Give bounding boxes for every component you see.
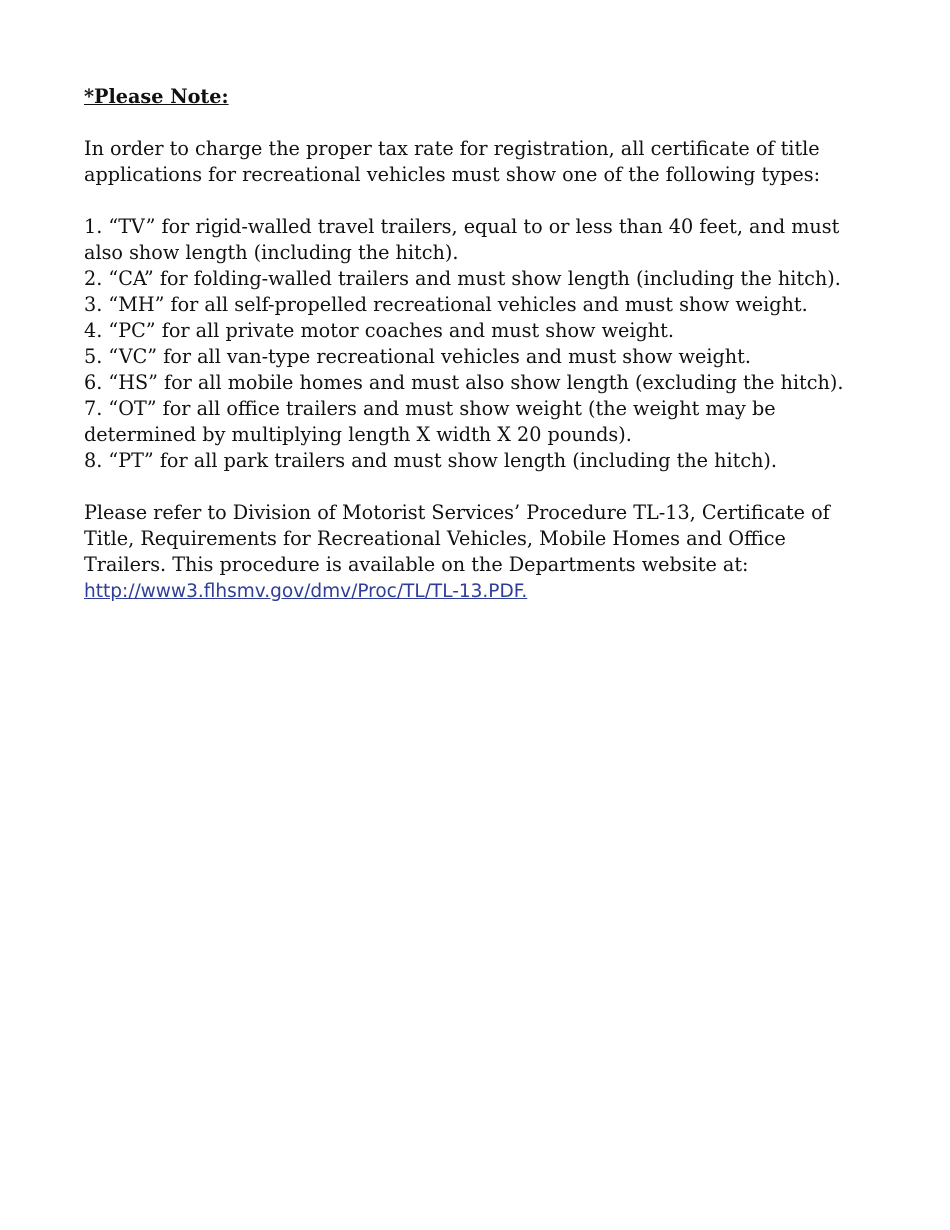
- list-item: 4. “PC” for all private motor coaches and must show weight.: [84, 319, 674, 342]
- procedure-link[interactable]: http://www3.flhsmv.gov/dmv/Proc/TL/TL-13.PDF.: [84, 581, 528, 602]
- list-item: 1. “TV” for rigid-walled travel trailers, equal to or less than 40 feet, and must also show length (including the hitch).: [84, 215, 840, 264]
- document-page: [84, 84, 864, 631]
- reference-text: Please refer to Division of Motorist Services’ Procedure TL-13, Certificate of Title, Requirements for Recreational Vehicles, Mobile Homes and Office Trailers. This procedure is available on the Departments website at:: [84, 501, 830, 576]
- vehicle-type-list: [84, 214, 864, 474]
- list-item: 7. “OT” for all office trailers and must show weight (the weight may be determined by multiplying length X width X 20 pounds).: [84, 397, 776, 446]
- list-item: 3. “MH” for all self-propelled recreational vehicles and must show weight.: [84, 293, 808, 316]
- list-item: 8. “PT” for all park trailers and must show length (including the hitch).: [84, 449, 778, 472]
- list-item: 5. “VC” for all van-type recreational vehicles and must show weight.: [84, 345, 751, 368]
- list-item: 2. “CA” for folding-walled trailers and must show length (including the hitch).: [84, 267, 841, 290]
- reference-paragraph: [84, 500, 864, 605]
- note-heading: *Please Note:: [84, 85, 229, 108]
- intro-paragraph: In order to charge the proper tax rate for registration, all certificate of title applications for recreational vehicles must show one of the following types:: [84, 137, 821, 186]
- list-item: 6. “HS” for all mobile homes and must also show length (excluding the hitch).: [84, 371, 844, 394]
